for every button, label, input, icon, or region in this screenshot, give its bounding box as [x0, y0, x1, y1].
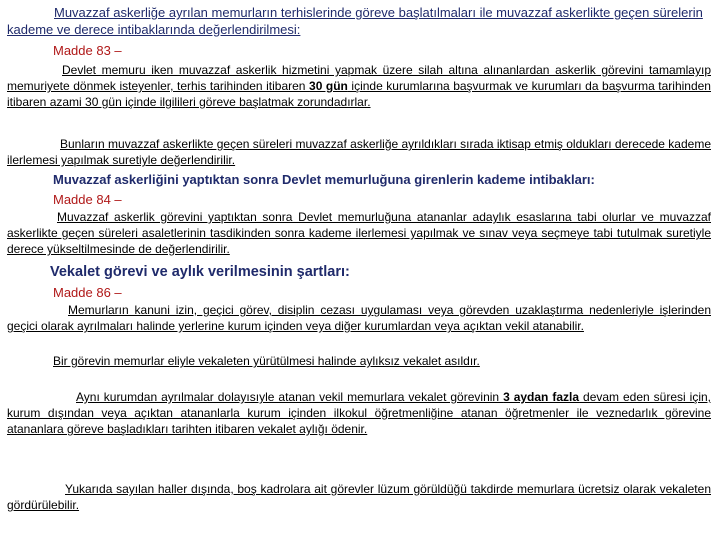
section-heading-kademe-intibak: Muvazzaf askerliğini yaptıktan sonra Devlet memurluğuna girenlerin kademe intibakları: [53, 172, 595, 187]
madde-83-text-a: Devlet memuru iken muvazzaf askerlik hizmetini yapmak üzere silah altına alınanlardan askerlik görevini tamamlayıp memuriyete dönmek isteyenler, terhis tarihinden itibaren [7, 63, 711, 93]
madde-86-text-b: devam eden süresi için, kurum dışından veya açıktan atananlarla kurum içinden ilkokul öğretmenliğine atanan öğretmenler ile veznedarlık görevine atananlara göreve başladıkları tarihten itibaren vekalet aylığı ödenir. [7, 390, 711, 436]
section-title-muvazzaf-terhis: Muvazzaf askerliğe ayrılan memurların terhislerinde göreve başlatılmaları ile muvazzaf askerlikte geçen sürelerin kademe ve derece intibaklarında değerlendirilmesi: [7, 5, 703, 37]
madde-86-text-a: Aynı kurumdan ayrılmalar dolayısıyle atanan vekil memurlara vekalet görevinin [76, 390, 504, 404]
madde-86-paragraph-1: Memurların kanuni izin, geçici görev, disiplin cezası uygulaması veya görevden uzaklaştırma nedenleriyle işlerinden geçici olarak ayrılmaları halinde yerlerine kurum içinden veya diğer kurumlardan veya açıktan vekil atanabilir. [7, 303, 711, 333]
madde-86-paragraph-3 [7, 389, 711, 437]
madde-83-30-gun: 30 gün [309, 79, 348, 93]
madde-86-label: Madde 86 – [53, 285, 122, 300]
madde-83-label: Madde 83 – [53, 43, 122, 58]
madde-84-paragraph-1: Muvazzaf askerlik görevini yaptıktan sonra Devlet memurluğuna atananlar adaylık esaslarına tabi olurlar ve muvazzaf askerlikte geçen süreleri asaletlerinin tasdikinden sonra kademe ilerlemesi yapılmak ve sınav veya seçmeye tabi tutulmak suretiyle derece yükseltilmesinde de değerlendirilir. [7, 210, 711, 256]
madde-83-paragraph-1 [7, 62, 711, 110]
madde-83-paragraph-2: Bunların muvazzaf askerlikte geçen süreleri muvazzaf askerliğe ayrıldıkları sırada iktisap etmiş oldukları derecede kademe ilerlemesi yapılmak suretiyle değerlendirilir. [7, 137, 711, 167]
madde-83-text-b: içinde kurumlarına başvurmak ve kurumları da başvurma tarihinden itibaren azami 30 gün içinde ilgilileri göreve başlatmak zorundadırlar. [7, 79, 711, 109]
madde-86-paragraph-2: Bir görevin memurlar eliyle vekaleten yürütülmesi halinde aylıksız vekalet asıldır. [53, 354, 480, 368]
section-heading-vekalet: Vekalet görevi ve aylık verilmesinin şartları: [50, 264, 350, 280]
madde-86-3-aydan-fazla: 3 aydan fazla [503, 390, 580, 404]
madde-84-label: Madde 84 – [53, 192, 122, 207]
madde-86-paragraph-4: Yukarıda sayılan haller dışında, boş kadrolara ait görevler lüzum görüldüğü takdirde memurlara ücretsiz olarak vekaleten gördürülebilir. [7, 482, 711, 512]
